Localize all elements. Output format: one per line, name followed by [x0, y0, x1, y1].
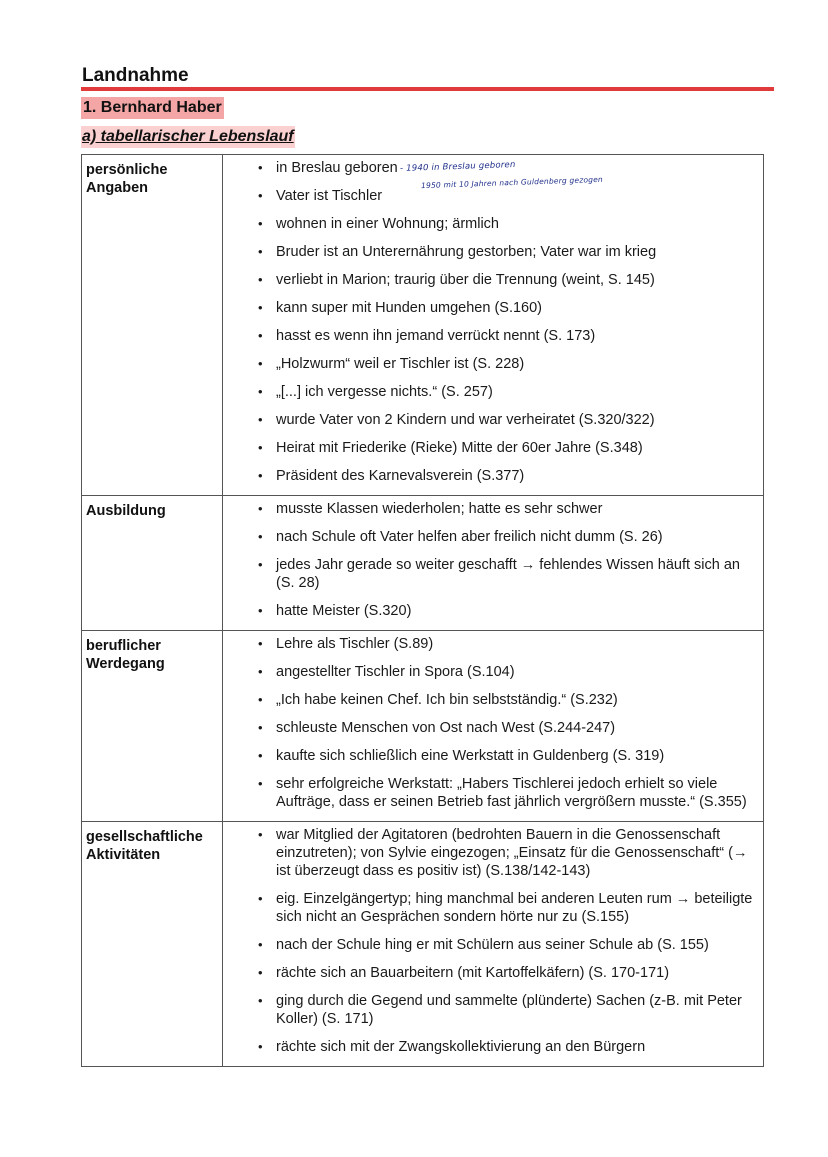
list-item: • nach der Schule hing er mit Schülern aus seiner Schule ab (S. 155): [223, 936, 755, 954]
table-row: [82, 822, 764, 1067]
list-item: • kaufte sich schließlich eine Werkstatt in Guldenberg (S. 319): [223, 747, 755, 765]
item-list: [223, 826, 755, 1056]
list-item: • hatte Meister (S.320): [223, 602, 755, 620]
list-item: • in Breslau geboren: [223, 159, 755, 177]
table-row: [82, 496, 764, 631]
list-item: • Präsident des Karnevalsverein (S.377): [223, 467, 755, 485]
table-row: [82, 631, 764, 822]
subsection-heading: a) tabellarischer Lebenslauf: [81, 126, 295, 148]
item-list: [223, 159, 755, 485]
list-item: • Bruder ist an Unterernährung gestorben; Vater war im krieg: [223, 243, 755, 261]
item-list: [223, 500, 755, 620]
list-item: • Heirat mit Friederike (Rieke) Mitte der 60er Jahre (S.348): [223, 439, 755, 457]
list-item: • angestellter Tischler in Spora (S.104): [223, 663, 755, 681]
section-heading: 1. Bernhard Haber: [81, 97, 224, 119]
list-item: • jedes Jahr gerade so weiter geschafft → fehlendes Wissen häuft sich an (S. 28): [223, 556, 755, 592]
document-title: Landnahme: [82, 65, 189, 86]
list-item: • ging durch die Gegend und sammelte (plünderte) Sachen (z-B. mit Peter Koller) (S. 171): [223, 992, 755, 1028]
list-item: • verliebt in Marion; traurig über die Trennung (weint, S. 145): [223, 271, 755, 289]
list-item: • eig. Einzelgängertyp; hing manchmal bei anderen Leuten rum → beteiligte sich nicht an Gesprächen sondern hörte nur zu (S.155): [223, 890, 755, 926]
handwritten-note: 1950 mit 10 Jahren nach Guldenberg gezogen: [420, 174, 604, 191]
list-item: • rächte sich mit der Zwangskollektivierung an den Bürgern: [223, 1038, 755, 1056]
list-item: • Vater ist Tischler: [223, 187, 755, 205]
list-item: • „[...] ich vergesse nichts.“ (S. 257): [223, 383, 755, 401]
list-item: • schleuste Menschen von Ost nach West (S.244-247): [223, 719, 755, 737]
list-item: • nach Schule oft Vater helfen aber freilich nicht dumm (S. 26): [223, 528, 755, 546]
cv-table: [81, 154, 764, 1067]
row-label: Ausbildung: [82, 496, 223, 631]
list-item: • kann super mit Hunden umgehen (S.160): [223, 299, 755, 317]
list-item: • „Ich habe keinen Chef. Ich bin selbstständig.“ (S.232): [223, 691, 755, 709]
list-item: • Lehre als Tischler (S.89): [223, 635, 755, 653]
list-item: • „Holzwurm“ weil er Tischler ist (S. 228): [223, 355, 755, 373]
title-divider: [81, 87, 774, 91]
handwritten-note: - 1940 in Breslau geboren: [399, 159, 516, 175]
row-label: persönliche Angaben: [82, 155, 223, 496]
list-item: • wurde Vater von 2 Kindern und war verheiratet (S.320/322): [223, 411, 755, 429]
row-label: beruflicher Werdegang: [82, 631, 223, 822]
list-item: • rächte sich an Bauarbeitern (mit Kartoffelkäfern) (S. 170-171): [223, 964, 755, 982]
list-item: • hasst es wenn ihn jemand verrückt nennt (S. 173): [223, 327, 755, 345]
row-label: gesellschaftliche Aktivitäten: [82, 822, 223, 1067]
table-row: [82, 155, 764, 496]
list-item: • war Mitglied der Agitatoren (bedrohten Bauern in die Genossenschaft einzutreten); von Sylvie eingezogen; „Einsatz für die Genossenschaft“ (→ ist überzeugt dass es positiv ist) (S.138/142-143): [223, 826, 755, 880]
list-item: • wohnen in einer Wohnung; ärmlich: [223, 215, 755, 233]
list-item: • sehr erfolgreiche Werkstatt: „Habers Tischlerei jedoch erhielt so viele Aufträge, dass er seinen Betrieb fast jährlich vergrößern musste.“ (S.355): [223, 775, 755, 811]
item-list: [223, 635, 755, 811]
list-item: • musste Klassen wiederholen; hatte es sehr schwer: [223, 500, 755, 518]
